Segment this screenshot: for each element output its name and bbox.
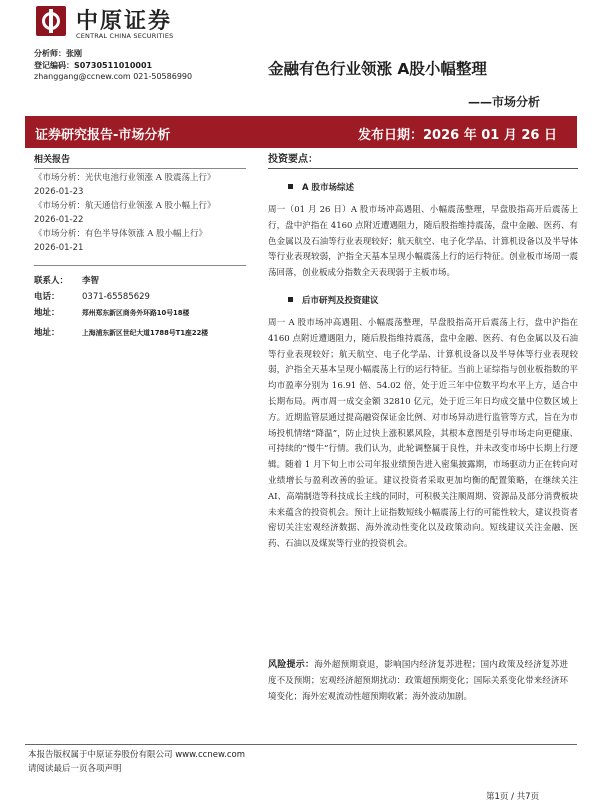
contact-address: 上海浦东新区世纪大道1788号T1座22楼 [82,329,209,337]
market-review-paragraph: 周一（01 月 26 日）A 股市场冲高遇阻、小幅震荡整理，早盘股指高开后震荡上行，盘中沪指在 4160 点附近遭遇阻力，随后股指维持震荡，盘中金融、医药、有色金属以及石油等行业表现较好；航天航空、电子化学品、计算机设备以及半导体等行业表现较弱，沪指全天基本呈现小幅震荡上行的运行特征。创业板市场周一震荡回落，创业板成分指数全天表现弱于主板市场。 [268,205,578,279]
contact-phone: 0371-65585629 [82,292,150,302]
footer-notice [28,748,245,776]
page-number: 第1页 / 共7页 [486,792,540,802]
contact-address-label: 地址： [34,328,60,338]
analyst-label: 分析师： [34,49,66,58]
risk-warning [268,658,568,705]
contact-address-row [34,306,189,318]
disclaimer-line: 请阅读最后一页各项声明 [28,764,122,774]
contact-person-row [34,274,99,286]
reg-code-line [34,60,152,71]
related-report-title: 《市场分析：光伏电池行业领涨 A 股震荡上行》 [34,173,216,183]
left-sidebar [34,150,246,346]
related-report-date: 2026-01-23 [34,187,84,197]
report-title: 金融有色行业领涨 A股小幅整理 [268,60,487,78]
risk-label: 风险提示： [268,660,315,670]
related-report-title: 《市场分析：航天通信行业领涨 A 股小幅上行》 [34,201,216,211]
report-category: 证券研究报告-市场分析 [35,128,171,143]
outlook-paragraph: 周一 A 股市场冲高遇阻、小幅震荡整理，早盘股指高开后震荡上行，盘中沪指在 4160 点附近遭遇阻力，随后股指维持震荡，盘中金融、医药、有色金属以及石油等行业表现较好；航天航空、电子化学品、计算机设备以及半导体等行业表现较弱，沪指全天基本呈现小幅震荡上行的运行特征。当前上证综指与创业板指数的平均市盈率分别为 16.91 倍、54.02 倍，处于近三年中位数平均水平上方，适合中长期布局。两市周一成交金额 32810 亿元，处于近三年日均成交量中位数区域上方。近期监管层通过提高融资保证金比例、对市场异动进行监管等方式，旨在为市场投机情绪“降温”，防止过快上涨积累风险，其根本意图是引导市场走向更健康、可持续的“慢牛”行情。我们认为，此轮调整属于良性，并未改变市场中长期上行逻辑。随着 1 月下旬上市公司年报业绩预告进入密集披露期，市场驱动力正在转向对业绩增长与盈利改善的验证。建议投资者采取更加均衡的配置策略，在继续关注 AI、高端制造等科技成长主线的同时，可积极关注顺周期、资源品及部分消费板块未来蕴含的投资机会。预计上证指数短线小幅震荡上行的可能性较大，建议投资者密切关注宏观经济数据、海外流动性变化以及政策动向。短线建议关注金融、医药、石油以及煤炭等行业的投资机会。 [268,317,578,550]
related-report-date: 2026-01-21 [34,243,84,253]
reg-code-label: 登记编码： [34,61,74,70]
company-logo [36,6,186,42]
related-reports-heading: 相关报告 [34,150,246,169]
section-heading-outlook: 后市研判及投资建议 [288,294,578,306]
related-report-item [34,171,246,199]
contact-block [34,265,246,346]
contact-phone-label: 电话： [34,292,60,302]
section-heading-market-review: A 股市场综述 [288,181,578,193]
contact-address-row [34,326,208,338]
contact-phone-row [34,290,150,302]
related-report-date: 2026-01-22 [34,215,84,225]
footer-divider [25,744,577,745]
risk-text: 海外超预期衰退，影响国内经济复苏进程；国内政策及经济复苏进度不及预期；宏观经济超预期扰动：政策超预期变化；国际关系变化带来经济环境变化；海外宏观流动性超预期收紧；海外波动加剧。 [268,660,568,702]
report-banner [25,116,577,148]
contact-address-label: 地址： [34,308,60,318]
analyst-contact: zhanggang@ccnew.com 021-50586990 [34,72,193,81]
related-report-item [34,227,246,255]
logo-text-cn: 中原证券 [76,9,173,34]
reg-code: S0730511010001 [74,61,153,70]
related-report-title: 《市场分析：有色半导体领涨 A 股小幅上行》 [34,229,208,239]
logo-mark-icon [36,6,66,36]
key-points [268,150,578,553]
related-report-item [34,199,246,227]
copyright-line: 本报告版权属于中原证券股份有限公司 www.ccnew.com [28,750,245,760]
logo-text-en: CENTRAL CHINA SECURITIES [76,32,174,40]
contact-person-label: 联系人： [34,276,69,286]
publish-date: 发布日期：2026 年 01 月 26 日 [358,128,557,143]
contact-person: 李智 [82,276,100,286]
analyst-line [34,48,82,59]
report-subtitle: ——市场分析 [468,95,541,109]
key-points-heading: 投资要点： [268,150,578,169]
analyst-name: 张刚 [66,49,82,58]
contact-address: 郑州郑东新区商务外环路10号18楼 [82,309,190,317]
